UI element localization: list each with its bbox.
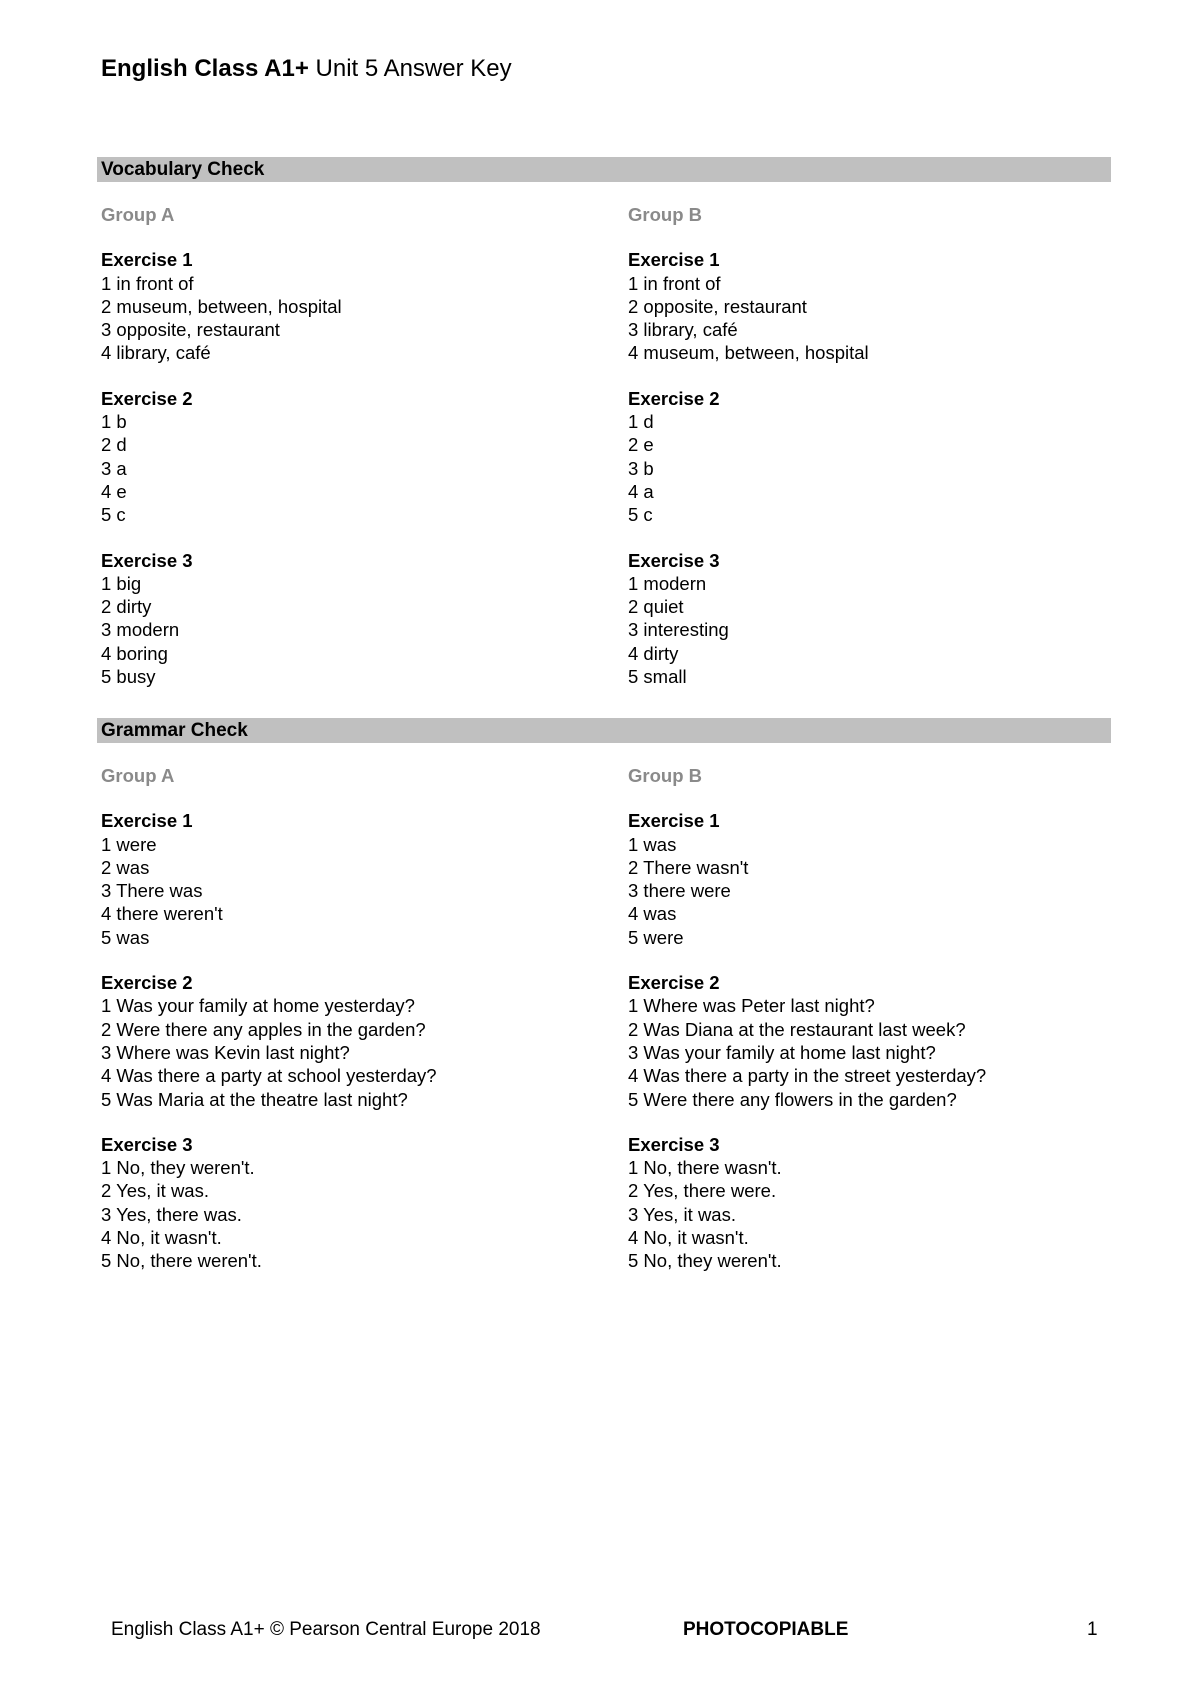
answer-line: 5 No, they weren't.: [628, 1250, 782, 1272]
answer-line: 3 a: [101, 457, 127, 479]
answer-line: 5 Were there any flowers in the garden?: [628, 1088, 957, 1110]
exercise-block: [628, 549, 1128, 689]
answer-line: 2 e: [628, 434, 654, 456]
group-label: Group A: [101, 204, 175, 225]
answer-line: 3 opposite, restaurant: [101, 319, 280, 341]
exercise-title: Exercise 2: [101, 972, 193, 994]
section-heading-grammar: Grammar Check: [97, 718, 1111, 743]
exercise-title: Exercise 1: [101, 249, 193, 271]
answer-line: 4 Was there a party in the street yesterday?: [628, 1065, 987, 1087]
answer-line: 5 small: [628, 666, 687, 688]
answer-line: 2 Yes, it was.: [101, 1180, 209, 1202]
exercise-title: Exercise 3: [101, 549, 193, 571]
answer-line: 1 b: [101, 411, 127, 433]
vocabulary-group-a: [101, 203, 601, 710]
answer-line: 4 e: [101, 480, 127, 502]
answer-line: 4 No, it wasn't.: [628, 1227, 749, 1249]
page-title-bold: English Class A1+: [101, 55, 309, 82]
exercise-title: Exercise 1: [628, 249, 720, 271]
answer-line: 5 c: [628, 504, 653, 526]
exercise-title: Exercise 2: [101, 387, 193, 409]
answer-line: 2 d: [101, 434, 127, 456]
answer-line: 1 were: [101, 833, 157, 855]
grammar-group-b: [628, 764, 1128, 1295]
answer-line: 1 in front of: [628, 272, 721, 294]
answer-line: 1 No, they weren't.: [101, 1157, 255, 1179]
exercise-block: [628, 248, 1128, 364]
exercise-title: Exercise 2: [628, 972, 720, 994]
answer-line: 2 There wasn't: [628, 856, 749, 878]
group-label: Group B: [628, 765, 702, 786]
answer-line: 5 No, there weren't.: [101, 1250, 262, 1272]
page-title-rest: Unit 5 Answer Key: [308, 55, 512, 82]
exercise-title: Exercise 3: [628, 549, 720, 571]
answer-line: 2 dirty: [101, 596, 152, 618]
grammar-group-a: [101, 764, 601, 1295]
exercise-block: [101, 248, 601, 364]
exercise-block: [101, 549, 601, 689]
answer-line: 4 was: [628, 903, 677, 925]
answer-line: 4 a: [628, 480, 654, 502]
answer-line: 2 Were there any apples in the garden?: [101, 1018, 426, 1040]
vocabulary-group-b: [628, 203, 1128, 710]
exercise-title: Exercise 3: [101, 1133, 193, 1155]
exercise-block: [628, 809, 1128, 949]
answer-line: 2 Yes, there were.: [628, 1180, 777, 1202]
answer-line: 4 museum, between, hospital: [628, 342, 869, 364]
footer-page-number: 1: [1087, 1619, 1098, 1640]
exercise-block: [101, 1133, 601, 1273]
answer-line: 5 busy: [101, 666, 156, 688]
answer-line: 3 library, café: [628, 319, 738, 341]
exercise-block: [101, 387, 601, 527]
answer-line: 1 Where was Peter last night?: [628, 995, 875, 1017]
answer-line: 4 there weren't: [101, 903, 223, 925]
exercise-block: [101, 809, 601, 949]
answer-line: 3 interesting: [628, 619, 729, 641]
answer-line: 1 modern: [628, 572, 707, 594]
answer-line: 4 Was there a party at school yesterday?: [101, 1065, 437, 1087]
answer-line: 5 was: [101, 926, 150, 948]
answer-line: 3 b: [628, 457, 654, 479]
exercise-block: [628, 1133, 1128, 1273]
footer-photocopiable: PHOTOCOPIABLE: [683, 1619, 849, 1640]
group-label: Group B: [628, 204, 702, 225]
answer-line: 4 library, café: [101, 342, 211, 364]
answer-line: 3 Where was Kevin last night?: [101, 1041, 350, 1063]
group-label: Group A: [101, 765, 175, 786]
answer-line: 3 Yes, it was.: [628, 1203, 736, 1225]
answer-line: 3 Yes, there was.: [101, 1203, 242, 1225]
exercise-block: [628, 971, 1128, 1111]
answer-line: 4 boring: [101, 642, 168, 664]
exercise-title: Exercise 2: [628, 387, 720, 409]
answer-line: 2 opposite, restaurant: [628, 295, 807, 317]
answer-line: 1 was: [628, 833, 677, 855]
exercise-block: [101, 971, 601, 1111]
answer-line: 3 Was your family at home last night?: [628, 1041, 936, 1063]
footer-copyright: English Class A1+ © Pearson Central Europe 2018: [111, 1619, 541, 1640]
answer-line: 3 there were: [628, 880, 731, 902]
page-title: [101, 54, 512, 84]
answer-line: 1 Was your family at home yesterday?: [101, 995, 415, 1017]
answer-line: 1 in front of: [101, 272, 194, 294]
answer-line: 5 Was Maria at the theatre last night?: [101, 1088, 408, 1110]
answer-line: 3 There was: [101, 880, 203, 902]
answer-line: 2 was: [101, 856, 150, 878]
answer-line: 4 No, it wasn't.: [101, 1227, 222, 1249]
answer-line: 2 quiet: [628, 596, 684, 618]
answer-line: 3 modern: [101, 619, 180, 641]
answer-line: 2 Was Diana at the restaurant last week?: [628, 1018, 966, 1040]
exercise-block: [628, 387, 1128, 527]
answer-line: 1 d: [628, 411, 654, 433]
answer-line: 2 museum, between, hospital: [101, 295, 342, 317]
section-heading-vocabulary: Vocabulary Check: [97, 157, 1111, 182]
exercise-title: Exercise 1: [628, 810, 720, 832]
exercise-title: Exercise 3: [628, 1133, 720, 1155]
answer-line: 1 big: [101, 572, 142, 594]
answer-line: 5 c: [101, 504, 126, 526]
answer-line: 1 No, there wasn't.: [628, 1157, 782, 1179]
answer-line: 5 were: [628, 926, 684, 948]
exercise-title: Exercise 1: [101, 810, 193, 832]
answer-line: 4 dirty: [628, 642, 679, 664]
